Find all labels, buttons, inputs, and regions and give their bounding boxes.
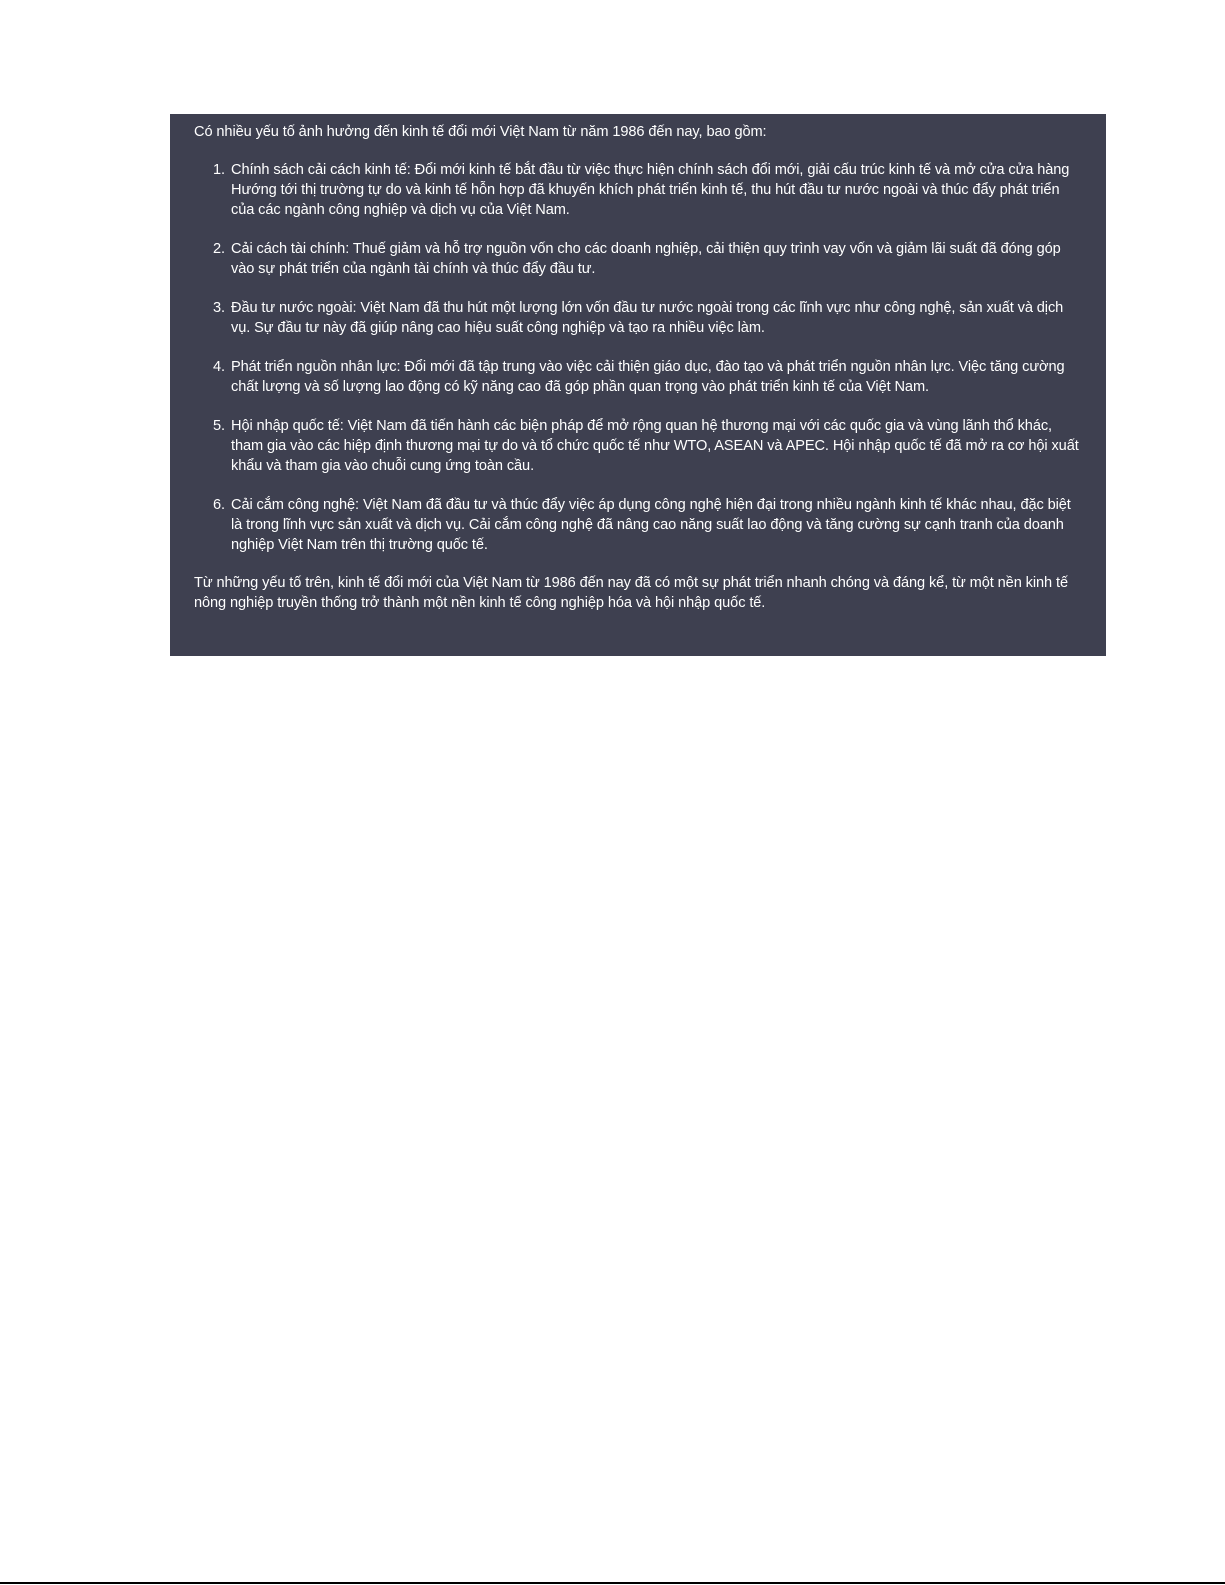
list-item-number: 5.	[213, 418, 225, 434]
list-item-text: Cải cách tài chính: Thuế giảm và hỗ trợ nguồn vốn cho các doanh nghiệp, cải thiện quy trình vay vốn và giảm lãi suất đã đóng góp vào sự phát triển của ngành tài chính và thúc đẩy đầu tư.	[231, 241, 1061, 277]
response-text-block	[170, 114, 1106, 656]
list-item	[194, 357, 1084, 397]
list-item-text: Đầu tư nước ngoài: Việt Nam đã thu hút một lượng lớn vốn đầu tư nước ngoài trong các lĩnh vực như công nghệ, sản xuất và dịch vụ. Sự đầu tư này đã giúp nâng cao hiệu suất công nghiệp và tạo ra nhiều việc làm.	[231, 300, 1064, 336]
list-item-text: Chính sách cải cách kinh tế: Đổi mới kinh tế bắt đầu từ việc thực hiện chính sách đổi mới, giải cấu trúc kinh tế và mở cửa cửa hàng Hướng tới thị trường tự do và kinh tế hỗn hợp đã khuyến khích phát triển kinh tế, thu hút đầu tư nước ngoài và thúc đẩy phát triển của các ngành công nghiệp và dịch vụ của Việt Nam.	[231, 162, 1070, 218]
list-item	[194, 239, 1084, 279]
list-item-number: 2.	[213, 241, 225, 257]
list-item-number: 1.	[213, 162, 225, 178]
page-bottom-border	[0, 1582, 1225, 1584]
list-item	[194, 298, 1084, 338]
list-item	[194, 495, 1084, 555]
list-item-number: 3.	[213, 300, 225, 316]
list-item-number: 6.	[213, 497, 225, 513]
list-item	[194, 416, 1084, 476]
list-item-text: Hội nhập quốc tế: Việt Nam đã tiến hành các biện pháp để mở rộng quan hệ thương mại với các quốc gia và vùng lãnh thổ khác, tham gia vào các hiệp định thương mại tự do và tổ chức quốc tế như WTO, ASEAN và APEC. Hội nhập quốc tế đã mở ra cơ hội xuất khẩu và tham gia vào chuỗi cung ứng toàn cầu.	[231, 418, 1079, 474]
conclusion-paragraph: Từ những yếu tố trên, kinh tế đổi mới của Việt Nam từ 1986 đến nay đã có một sự phát triển nhanh chóng và đáng kể, từ một nền kinh tế nông nghiệp truyền thống trở thành một nền kinh tế công nghiệp hóa và hội nhập quốc tế.	[194, 575, 1068, 611]
list-item	[194, 160, 1084, 220]
list-item-text: Phát triển nguồn nhân lực: Đổi mới đã tập trung vào việc cải thiện giáo dục, đào tạo và phát triển nguồn nhân lực. Việc tăng cường chất lượng và số lượng lao động có kỹ năng cao đã góp phần quan trọng vào phát triển kinh tế của Việt Nam.	[231, 359, 1065, 395]
factor-list	[194, 160, 1084, 555]
list-item-text: Cải cắm công nghệ: Việt Nam đã đầu tư và thúc đẩy việc áp dụng công nghệ hiện đại trong nhiều ngành kinh tế khác nhau, đặc biệt là trong lĩnh vực sản xuất và dịch vụ. Cải cắm công nghệ đã nâng cao năng suất lao động và tăng cường sự cạnh tranh của doanh nghiệp Việt Nam trên thị trường quốc tế.	[231, 497, 1071, 553]
intro-paragraph: Có nhiều yếu tố ảnh hưởng đến kinh tế đổi mới Việt Nam từ năm 1986 đến nay, bao gồm:	[194, 124, 767, 140]
list-item-number: 4.	[213, 359, 225, 375]
